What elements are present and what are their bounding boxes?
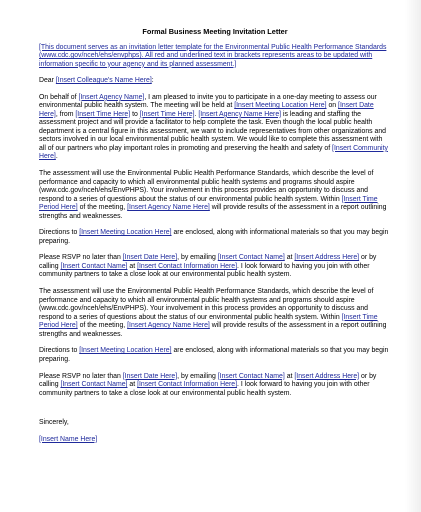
salutation-prefix: Dear	[39, 77, 56, 85]
agency-name-field[interactable]: [Insert Agency Name Here]	[198, 110, 282, 118]
date-field[interactable]: [Insert Date Here]	[39, 102, 374, 118]
salutation-suffix: :	[151, 77, 154, 85]
text-run: , from	[55, 110, 76, 118]
colleague-name-field[interactable]: [Insert Colleague's Name Here]	[55, 77, 152, 85]
rsvp-date-field[interactable]: [Insert Date Here]	[122, 254, 178, 262]
text-run: at	[284, 254, 295, 262]
text-run: at	[284, 372, 295, 380]
text-run: are enclosed, along with informational materials so that you may begin preparing.	[39, 229, 389, 245]
contact-name-field[interactable]: [Insert Contact Name]	[217, 254, 285, 262]
text-run: will provide results of the assessment in a report outlining strengths and weaknesses.	[39, 322, 387, 338]
text-run: of the meeting,	[77, 204, 128, 212]
text-run: On behalf of	[39, 93, 79, 101]
contact-name-field[interactable]: [Insert Contact Name]	[60, 381, 128, 388]
rsvp-date-field[interactable]: [Insert Date Here]	[122, 372, 178, 380]
text-run: . I look forward to having you join with other community partners to take a close look at our environmental public health system.	[39, 262, 370, 279]
instructions-paragraph	[39, 44, 391, 70]
text-run: The assessment will use the Environmental Public Health Performance Standards, which describe the level of performance and capacity to which all environmental public health systems and programs should aspire (www.cdc.gov/nceh/ehs/EnvPHPS). Your involvement in this process provides an opportunity to discuss and respond to a series of questions about the status of our environmental public health system. Within	[39, 288, 374, 321]
agency-name-field[interactable]: [Insert Agency Name Here]	[127, 322, 210, 330]
text-run: are enclosed, along with informational materials so that you may begin preparing.	[39, 347, 389, 363]
closing: Sincerely,	[39, 419, 69, 426]
contact-information-field[interactable]: [Insert Contact Information Here]	[137, 262, 238, 270]
text-run: Directions to	[39, 229, 80, 237]
text-run: .	[194, 110, 199, 118]
text-run: .	[55, 153, 58, 161]
paragraph-assessment	[39, 170, 391, 221]
contact-name-field[interactable]: [Insert Contact Name]	[60, 262, 128, 270]
text-run: is leading and staffing the assessment project and will provide a facilitator to help complete the task. Even though the local public health department is a central figure in this assessment, we want to include representatives from other organizations and sectors involved in our local environmental public health system. We would like to complete this assessment with all of our partners who play important roles in promoting and preserving the health and safety of	[39, 110, 387, 152]
text-run: to	[130, 110, 140, 118]
letter-body	[39, 28, 391, 452]
text-run: or by calling	[39, 372, 377, 388]
paragraph-directions	[39, 229, 391, 246]
text-run: . I look forward to having you join with other community partners to take a close look at our environmental public health system.	[39, 381, 370, 397]
community-field[interactable]: [Insert Community Here]	[39, 144, 388, 161]
paragraph-directions-repeat	[39, 347, 391, 364]
document-title: Formal Business Meeting Invitation Letter	[142, 27, 288, 36]
text-run: will provide results of the assessment in a report outlining strengths and weaknesses.	[39, 204, 387, 220]
text-run: at	[127, 381, 138, 388]
address-field[interactable]: [Insert Address Here]	[294, 254, 360, 262]
start-time-field[interactable]: [Insert Time Here]	[75, 110, 131, 118]
agency-name-field[interactable]: [Insert Agency Name Here]	[127, 204, 210, 212]
text-run: on	[326, 102, 339, 110]
meeting-location-field[interactable]: [Insert Meeting Location Here]	[234, 102, 327, 110]
time-period-field[interactable]: [Insert Time Period Here]	[39, 313, 378, 330]
text-run: or by calling	[39, 254, 377, 270]
text-run: Directions to	[39, 347, 80, 355]
instructions-text: [This document serves as an invitation letter template for the Environmental Public Health Performance Standards (www.cdc.gov/nceh/ehs/envphps). All red and underlined text in brackets represents areas to be updated with information specific to your agency and its planned assessment.]	[39, 43, 387, 68]
time-period-field[interactable]: [Insert Time Period Here]	[39, 195, 378, 212]
paragraph-invitation	[39, 94, 391, 162]
meeting-location-field[interactable]: [Insert Meeting Location Here]	[79, 229, 172, 237]
text-run: , by emailing	[177, 254, 218, 262]
paragraph-rsvp	[39, 254, 391, 280]
text-run: The assessment will use the Environmental Public Health Performance Standards, which describe the level of performance and capacity to which all environmental public health systems and programs should aspire (www.cdc.gov/nceh/ehs/EnvPHPS). Your involvement in this process provides an opportunity to discuss and respond to a series of questions about the status of our environmental public health system. Within	[39, 170, 374, 203]
text-run: Please RSVP no later than	[39, 372, 123, 380]
paragraph-rsvp-repeat	[39, 373, 391, 399]
text-run: , I am pleased to invite you to participate in a one-day meeting to assess our environmental public health system. The meeting will be held at	[39, 93, 377, 110]
text-run: , by emailing	[177, 372, 218, 380]
salutation	[39, 77, 391, 86]
text-run: Please RSVP no later than	[39, 254, 123, 262]
text-run: at	[127, 262, 138, 270]
paragraph-assessment-repeat	[39, 288, 391, 339]
contact-information-field[interactable]: [Insert Contact Information Here]	[137, 381, 238, 388]
address-field[interactable]: [Insert Address Here]	[294, 372, 360, 380]
agency-name-field[interactable]: [Insert Agency Name]	[78, 93, 145, 101]
signature-line	[39, 436, 391, 445]
text-run: of the meeting,	[77, 322, 128, 330]
contact-name-field[interactable]: [Insert Contact Name]	[217, 372, 285, 380]
page-edge-shadow	[405, 0, 421, 512]
meeting-location-field[interactable]: [Insert Meeting Location Here]	[79, 347, 172, 355]
signature-name-field[interactable]: [Insert Name Here]	[39, 435, 98, 443]
end-time-field[interactable]: [Insert Time Here]	[139, 110, 195, 118]
